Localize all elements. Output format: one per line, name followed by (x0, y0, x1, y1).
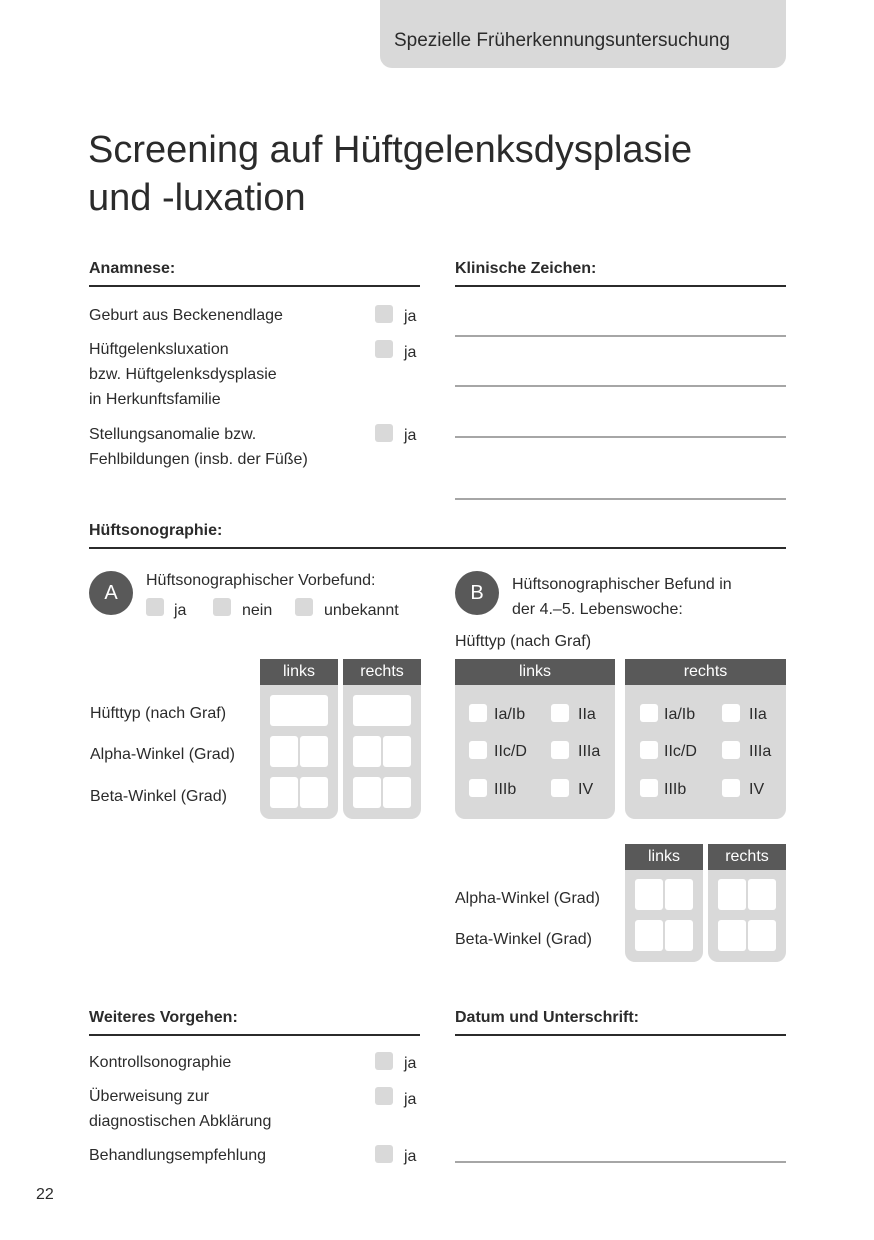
b-links-type-5-label: IIIb (494, 781, 517, 798)
page-title-line-1: Screening auf Hüftgelenksdysplasie (88, 129, 693, 171)
b2-rechts-header: rechts (708, 844, 786, 870)
b2-links-header: links (625, 844, 703, 870)
b-rechts-type-4-checkbox[interactable] (722, 741, 740, 759)
a-rechts-alpha-digit-2[interactable] (383, 736, 411, 767)
page-title (88, 126, 692, 222)
b-links-header: links (455, 659, 615, 685)
b-rechts-beta-digit-2[interactable] (748, 920, 776, 951)
vorgehen-item-1-label: Kontrollsonographie (89, 1054, 232, 1071)
anamnese-item-3-label: Stellungsanomalie bzw. Fehlbildungen (insb. der Füße) (89, 426, 308, 468)
b-links-type-6-checkbox[interactable] (551, 779, 569, 797)
b-links-type-2-label: IIa (578, 706, 596, 723)
vorbefund-ja-checkbox[interactable] (146, 598, 164, 616)
sonographie-rule (89, 547, 786, 549)
a-rechts-alpha-digit-1[interactable] (353, 736, 381, 767)
b-rechts-type-1-checkbox[interactable] (640, 704, 658, 722)
b-row-alpha-label: Alpha-Winkel (Grad) (455, 890, 600, 907)
signature-rule (455, 1034, 786, 1036)
klinische-zeichen-line-1[interactable] (455, 335, 786, 337)
vorgehen-item-3-option: ja (404, 1148, 417, 1165)
vorbefund-ja-label: ja (174, 602, 187, 619)
befund-hufttyp-subtitle: Hüfttyp (nach Graf) (455, 633, 592, 650)
vorgehen-heading: Weiteres Vorgehen: (89, 1009, 238, 1026)
a-row-beta-label: Beta-Winkel (Grad) (90, 788, 227, 805)
anamnese-item-3-checkbox[interactable] (375, 424, 393, 442)
a-row-alpha-label: Alpha-Winkel (Grad) (90, 746, 235, 763)
vorgehen-rule (89, 1034, 420, 1036)
b-links-type-4-checkbox[interactable] (551, 741, 569, 759)
vorbefund-title: Hüftsonographischer Vorbefund: (146, 572, 376, 589)
anamnese-heading: Anamnese: (89, 260, 176, 277)
b-rechts-type-2-checkbox[interactable] (722, 704, 740, 722)
vorgehen-item-1-checkbox[interactable] (375, 1052, 393, 1070)
a-rechts-header: rechts (343, 659, 421, 685)
b-links-beta-digit-2[interactable] (665, 920, 693, 951)
anamnese-item-1-checkbox[interactable] (375, 305, 393, 323)
badge-b: B (455, 571, 499, 615)
a-rechts-beta-digit-1[interactable] (353, 777, 381, 808)
a-row-hufttyp-label: Hüfttyp (nach Graf) (90, 705, 227, 722)
b-rechts-header: rechts (625, 659, 786, 685)
vorgehen-item-3-label: Behandlungsempfehlung (89, 1147, 267, 1164)
b-links-type-3-label: IIc/D (494, 743, 527, 760)
vorbefund-unbekannt-checkbox[interactable] (295, 598, 313, 616)
b-row-beta-label: Beta-Winkel (Grad) (455, 931, 592, 948)
a-rechts-beta-digit-2[interactable] (383, 777, 411, 808)
b-rechts-type-3-checkbox[interactable] (640, 741, 658, 759)
b-links-type-1-label: Ia/Ib (494, 706, 526, 723)
a-links-beta-digit-2[interactable] (300, 777, 328, 808)
anamnese-item-1-option: ja (404, 308, 417, 325)
badge-a: A (89, 571, 133, 615)
b-links-type-4-label: IIIa (578, 743, 601, 760)
vorgehen-item-1-option: ja (404, 1055, 417, 1072)
a-links-beta-digit-1[interactable] (270, 777, 298, 808)
section-tab-label: Spezielle Früherkennungsuntersuchung (394, 30, 730, 51)
page-title-line-2: und -luxation (88, 177, 306, 219)
a-rechts-hufttyp-field[interactable] (353, 695, 411, 726)
klinische-zeichen-heading: Klinische Zeichen: (455, 260, 597, 277)
klinische-zeichen-line-3[interactable] (455, 436, 786, 438)
b-rechts-type-6-checkbox[interactable] (722, 779, 740, 797)
vorgehen-item-3-checkbox[interactable] (375, 1145, 393, 1163)
vorgehen-item-2-label: Überweisung zur diagnostischen Abklärung (89, 1088, 272, 1130)
b-rechts-type-6-label: IV (749, 781, 765, 798)
vorgehen-item-2-option: ja (404, 1091, 417, 1108)
anamnese-rule (89, 285, 420, 287)
klinische-zeichen-rule (455, 285, 786, 287)
vorbefund-unbekannt-label: unbekannt (324, 602, 399, 619)
signature-line[interactable] (455, 1161, 786, 1163)
vorbefund-nein-checkbox[interactable] (213, 598, 231, 616)
signature-heading: Datum und Unterschrift: (455, 1009, 639, 1026)
b-rechts-alpha-digit-2[interactable] (748, 879, 776, 910)
anamnese-item-2-label: Hüftgelenksluxation bzw. Hüftgelenksdysplasie in Herkunftsfamilie (89, 341, 277, 408)
b-rechts-alpha-digit-1[interactable] (718, 879, 746, 910)
b-links-type-6-label: IV (578, 781, 594, 798)
b-rechts-type-1-label: Ia/Ib (664, 706, 696, 723)
b-rechts-type-5-label: IIIb (664, 781, 687, 798)
befund-title: Hüftsonographischer Befund in der 4.–5. Lebenswoche: (512, 576, 732, 618)
a-links-alpha-digit-1[interactable] (270, 736, 298, 767)
klinische-zeichen-line-2[interactable] (455, 385, 786, 387)
anamnese-item-3-option: ja (404, 427, 417, 444)
b-links-type-2-checkbox[interactable] (551, 704, 569, 722)
klinische-zeichen-line-4[interactable] (455, 498, 786, 500)
b-links-type-3-checkbox[interactable] (469, 741, 487, 759)
vorgehen-item-2-checkbox[interactable] (375, 1087, 393, 1105)
b-rechts-type-5-checkbox[interactable] (640, 779, 658, 797)
b-links-alpha-digit-2[interactable] (665, 879, 693, 910)
b-rechts-type-2-label: IIa (749, 706, 767, 723)
anamnese-item-1-label: Geburt aus Beckenendlage (89, 307, 283, 324)
b-links-beta-digit-1[interactable] (635, 920, 663, 951)
b-links-type-5-checkbox[interactable] (469, 779, 487, 797)
b-rechts-type-4-label: IIIa (749, 743, 772, 760)
a-links-header: links (260, 659, 338, 685)
b-rechts-type-3-label: IIc/D (664, 743, 697, 760)
anamnese-item-2-option: ja (404, 344, 417, 361)
b-rechts-beta-digit-1[interactable] (718, 920, 746, 951)
page-number: 22 (36, 1186, 54, 1203)
a-links-hufttyp-field[interactable] (270, 695, 328, 726)
b-links-alpha-digit-1[interactable] (635, 879, 663, 910)
anamnese-item-2-checkbox[interactable] (375, 340, 393, 358)
vorbefund-nein-label: nein (242, 602, 273, 619)
sonographie-heading: Hüftsonographie: (89, 522, 223, 539)
a-links-alpha-digit-2[interactable] (300, 736, 328, 767)
b-links-type-1-checkbox[interactable] (469, 704, 487, 722)
